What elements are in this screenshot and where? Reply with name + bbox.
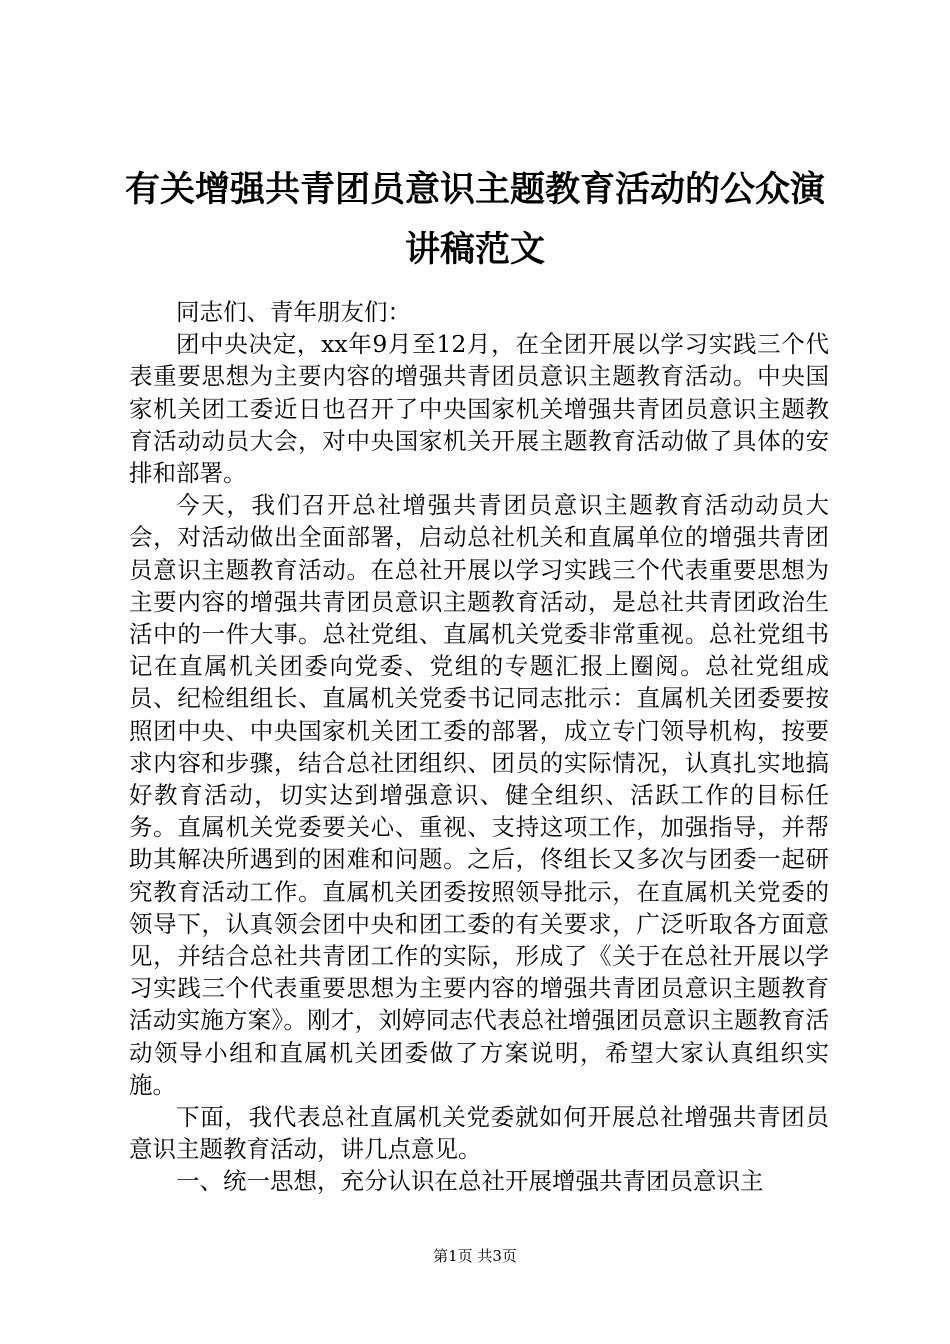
paragraph-salutation: 同志们、青年朋友们： <box>176 298 411 326</box>
paragraph: 今天，我们召开总社增强共青团员意识主题教育活动动员大会，对活动做出全面部署，启动总社机关和直属单位的增强共青团员意识主题教育活动。在总社开展以学习实践三个代表重要思想为主要内容的增强共青团员意识主题教育活动，是总社共青团政治生活中的一件大事。总社党组、直属机关党委非常重视。总社党组书记在直属机关团委向党委、党组的专题汇报上圈阅。总社党组成员、纪检组组长、直属机关党委书记同志批示：直属机关团委要按照团中央、中央国家机关团工委的部署，成立专门领导机构，按要求内容和步骤，结合总社团组织、团员的实际情况，认真扎实地搞好教育活动，切实达到增强意识、健全组织、活跃工作的目标任务。直属机关党委要关心、重视、支持这项工作，加强指导，并帮助其解决所遇到的困难和问题。之后，佟组长又多次与团委一起研究教育活动工作。直属机关团委按照领导批示，在直属机关党委的领导下，认真领会团中央和团工委的有关要求，广泛听取各方面意见，并结合总社共青团工作的实际，形成了《关于在总社开展以学习实践三个代表重要思想为主要内容的增强共青团员意识主题教育活动实施方案》。刚才，刘婷同志代表总社增强团员意识主题教育活动领导小组和直属机关团委做了方案说明，希望大家认真组织实施。 <box>129 491 829 1099</box>
page-footer: 第1页 共3页 <box>433 1247 517 1265</box>
paragraph: 一、统一思想，充分认识在总社开展增强共青团员意识主 <box>176 1167 764 1196</box>
document-title: 有关增强共青团员意识主题教育活动的公众演讲稿范文 <box>124 170 825 270</box>
paragraph: 团中央决定，xx年9月至12月，在全团开展以学习实践三个代表重要思想为主要内容的增强共青团员意识主题教育活动。中央国家机关团工委近日也召开了中央国家机关增强共青团员意识主题教育活动动员大会，对中央国家机关开展主题教育活动做了具体的安排和部署。 <box>129 330 829 488</box>
document-body <box>129 296 829 1198</box>
paragraph: 下面，我代表总社直属机关党委就如何开展总社增强共青团员意识主题教育活动，讲几点意见。 <box>129 1103 829 1164</box>
